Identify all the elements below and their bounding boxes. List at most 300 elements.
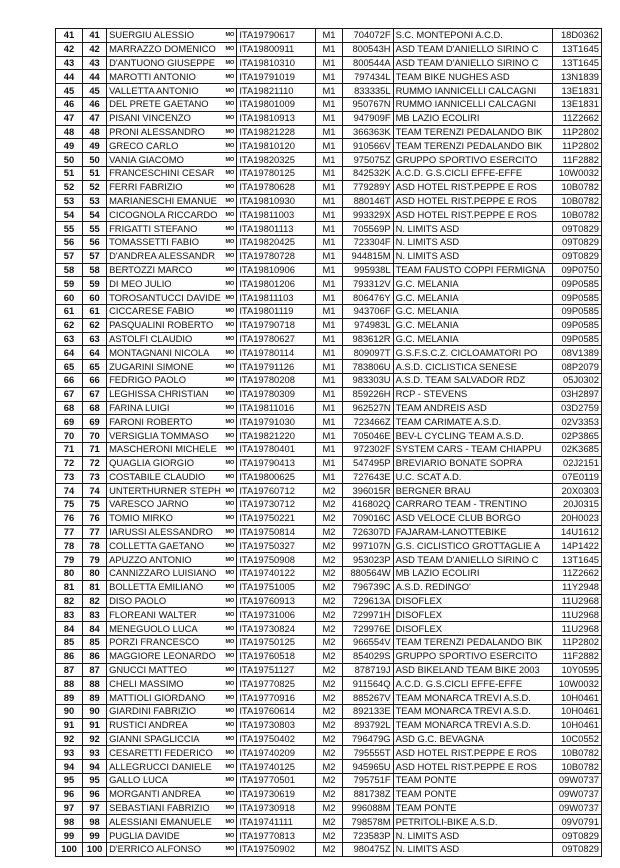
- bib-number-cell: 77: [83, 525, 107, 539]
- license-number-cell: 885267V: [342, 691, 393, 705]
- team-code-cell: 09P0585: [552, 332, 601, 346]
- bib-number-cell: 43: [83, 56, 107, 70]
- category-cell: M1: [316, 470, 342, 484]
- results-table-body: [56, 29, 602, 857]
- rider-name-cell: [107, 153, 237, 167]
- category-marker: MO: [225, 446, 235, 453]
- team-code-cell: 09W0737: [552, 774, 601, 788]
- rider-name-cell: [107, 511, 237, 525]
- bib-number-cell: 56: [83, 235, 107, 249]
- category-marker: MO: [225, 598, 235, 605]
- team-code-cell: 10W0032: [552, 677, 601, 691]
- rider-name-cell: [107, 42, 237, 56]
- category-marker: MO: [225, 805, 235, 812]
- position-cell: 54: [56, 208, 83, 222]
- uci-code-cell: ITA19780114: [237, 346, 316, 360]
- rider-name-text: PISANI VINCENZO: [109, 112, 191, 124]
- category-cell: M1: [316, 291, 342, 305]
- category-marker: MO: [225, 432, 235, 439]
- license-number-cell: 944815M: [342, 249, 393, 263]
- rider-name-cell: [107, 663, 237, 677]
- table-row: [56, 360, 602, 374]
- uci-code-cell: ITA19780401: [237, 442, 316, 456]
- license-number-cell: 705569P: [342, 222, 393, 236]
- rider-name-cell: [107, 470, 237, 484]
- rider-name-text: GIARDINI FABRIZIO: [109, 705, 197, 717]
- license-number-cell: 796479G: [342, 732, 393, 746]
- bib-number-cell: 82: [83, 594, 107, 608]
- team-name-cell: ASD TEAM D'ANIELLO SIRINO C: [393, 553, 552, 567]
- category-cell: M2: [316, 539, 342, 553]
- bib-number-cell: 80: [83, 567, 107, 581]
- bib-number-cell: 74: [83, 484, 107, 498]
- team-name-cell: ASD HOTEL RIST.PEPPE E ROS: [393, 746, 552, 760]
- table-row: [56, 291, 602, 305]
- license-number-cell: 783806U: [342, 360, 393, 374]
- category-marker: MO: [225, 391, 235, 398]
- team-name-cell: G.C. MELANIA: [393, 332, 552, 346]
- team-code-cell: 09P0585: [552, 277, 601, 291]
- bib-number-cell: 96: [83, 787, 107, 801]
- team-code-cell: 13T1645: [552, 56, 601, 70]
- rider-name-cell: [107, 843, 237, 857]
- rider-name-text: PUGLIA DAVIDE: [109, 829, 180, 841]
- bib-number-cell: 51: [83, 166, 107, 180]
- team-code-cell: 11Y2948: [552, 580, 601, 594]
- category-cell: M1: [316, 153, 342, 167]
- license-number-cell: 366363K: [342, 125, 393, 139]
- table-row: [56, 622, 602, 636]
- category-cell: M1: [316, 180, 342, 194]
- category-marker: MO: [225, 156, 235, 163]
- category-marker: MO: [225, 529, 235, 536]
- rider-name-cell: [107, 235, 237, 249]
- license-number-cell: 911564Q: [342, 677, 393, 691]
- category-marker: MO: [225, 322, 235, 329]
- team-code-cell: 10B0782: [552, 746, 601, 760]
- category-marker: MO: [225, 763, 235, 770]
- team-name-cell: G.C. MELANIA: [393, 291, 552, 305]
- rider-name-cell: [107, 746, 237, 760]
- rider-name-cell: [107, 318, 237, 332]
- team-name-cell: ASD HOTEL RIST.PEPPE E ROS: [393, 180, 552, 194]
- rider-name-cell: [107, 387, 237, 401]
- team-name-cell: ASD HOTEL RIST.PEPPE E ROS: [393, 760, 552, 774]
- rider-name-cell: [107, 222, 237, 236]
- team-name-cell: TEAM CARIMATE A.S.D.: [393, 415, 552, 429]
- team-name-cell: ASD HOTEL RIST.PEPPE E ROS: [393, 208, 552, 222]
- bib-number-cell: 85: [83, 636, 107, 650]
- team-code-cell: 11Z2662: [552, 567, 601, 581]
- license-number-cell: 947909F: [342, 111, 393, 125]
- position-cell: 60: [56, 291, 83, 305]
- position-cell: 80: [56, 567, 83, 581]
- uci-code-cell: ITA19800911: [237, 42, 316, 56]
- license-number-cell: 953023P: [342, 553, 393, 567]
- rider-name-cell: [107, 249, 237, 263]
- category-cell: M1: [316, 111, 342, 125]
- team-code-cell: 20J0315: [552, 498, 601, 512]
- table-row: [56, 277, 602, 291]
- team-code-cell: 09P0585: [552, 304, 601, 318]
- rider-name-cell: [107, 567, 237, 581]
- bib-number-cell: 83: [83, 608, 107, 622]
- rider-name-text: FLOREANI WALTER: [109, 608, 197, 620]
- team-code-cell: 02J2151: [552, 456, 601, 470]
- rider-name-text: PORZI FRANCESCO: [109, 636, 200, 648]
- category-cell: M1: [316, 125, 342, 139]
- license-number-cell: 983612R: [342, 332, 393, 346]
- rider-name-text: VARESCO JARNO: [109, 498, 189, 510]
- uci-code-cell: ITA19801206: [237, 277, 316, 291]
- uci-code-cell: ITA19750902: [237, 843, 316, 857]
- category-marker: MO: [225, 736, 235, 743]
- uci-code-cell: ITA19801009: [237, 97, 316, 111]
- team-code-cell: 13E1831: [552, 84, 601, 98]
- category-marker: MO: [225, 184, 235, 191]
- category-cell: M1: [316, 166, 342, 180]
- position-cell: 48: [56, 125, 83, 139]
- license-number-cell: 709016C: [342, 511, 393, 525]
- table-row: [56, 166, 602, 180]
- category-cell: M2: [316, 567, 342, 581]
- team-name-cell: TEAM TERENZI PEDALANDO BIK: [393, 139, 552, 153]
- rider-name-cell: [107, 29, 237, 43]
- uci-code-cell: ITA19780208: [237, 373, 316, 387]
- team-name-cell: TEAM ANDREIS ASD: [393, 401, 552, 415]
- license-number-cell: 842532K: [342, 166, 393, 180]
- license-number-cell: 705046E: [342, 429, 393, 443]
- table-row: [56, 470, 602, 484]
- bib-number-cell: 86: [83, 649, 107, 663]
- bib-number-cell: 94: [83, 760, 107, 774]
- license-number-cell: 800543H: [342, 42, 393, 56]
- uci-code-cell: ITA19770813: [237, 829, 316, 843]
- category-marker: MO: [225, 59, 235, 66]
- position-cell: 91: [56, 718, 83, 732]
- rider-name-text: FRIGATTI STEFANO: [109, 222, 198, 234]
- category-marker: MO: [225, 473, 235, 480]
- rider-name-cell: [107, 56, 237, 70]
- rider-name-cell: [107, 346, 237, 360]
- uci-code-cell: ITA19760712: [237, 484, 316, 498]
- rider-name-text: LEGHISSA CHRISTIAN: [109, 388, 209, 400]
- bib-number-cell: 66: [83, 373, 107, 387]
- team-code-cell: 07E0119: [552, 470, 601, 484]
- rider-name-cell: [107, 718, 237, 732]
- category-cell: M1: [316, 70, 342, 84]
- license-number-cell: 910566V: [342, 139, 393, 153]
- rider-name-text: MONTAGNANI NICOLA: [109, 346, 210, 358]
- license-number-cell: 950767N: [342, 97, 393, 111]
- team-code-cell: 11U2968: [552, 594, 601, 608]
- category-cell: M1: [316, 442, 342, 456]
- license-number-cell: 798578M: [342, 815, 393, 829]
- table-row: [56, 29, 602, 43]
- team-name-cell: N. LIMITS ASD: [393, 843, 552, 857]
- uci-code-cell: ITA19810906: [237, 263, 316, 277]
- team-name-cell: TEAM PONTE: [393, 801, 552, 815]
- team-code-cell: 11P2802: [552, 636, 601, 650]
- team-name-cell: ASD BIKELAND TEAM BIKE 2003: [393, 663, 552, 677]
- team-code-cell: 11Z2662: [552, 111, 601, 125]
- team-name-cell: PETRITOLI-BIKE A.S.D.: [393, 815, 552, 829]
- category-cell: M2: [316, 801, 342, 815]
- position-cell: 93: [56, 746, 83, 760]
- license-number-cell: 880564W: [342, 567, 393, 581]
- category-marker: MO: [225, 460, 235, 467]
- rider-name-cell: [107, 373, 237, 387]
- category-cell: M1: [316, 222, 342, 236]
- license-number-cell: 723583P: [342, 829, 393, 843]
- bib-number-cell: 92: [83, 732, 107, 746]
- team-name-cell: TEAM FAUSTO COPPI FERMIGNA: [393, 263, 552, 277]
- position-cell: 57: [56, 249, 83, 263]
- uci-code-cell: ITA19730918: [237, 801, 316, 815]
- position-cell: 66: [56, 373, 83, 387]
- license-number-cell: 962527N: [342, 401, 393, 415]
- category-marker: MO: [225, 225, 235, 232]
- bib-number-cell: 76: [83, 511, 107, 525]
- category-marker: MO: [225, 832, 235, 839]
- position-cell: 76: [56, 511, 83, 525]
- rider-name-text: QUAGLIA GIORGIO: [109, 457, 194, 469]
- position-cell: 51: [56, 166, 83, 180]
- table-row: [56, 511, 602, 525]
- category-cell: M1: [316, 401, 342, 415]
- table-row: [56, 70, 602, 84]
- rider-name-cell: [107, 263, 237, 277]
- table-row: [56, 608, 602, 622]
- rider-name-cell: [107, 415, 237, 429]
- team-name-cell: DISOFLEX: [393, 594, 552, 608]
- team-name-cell: G.C. MELANIA: [393, 277, 552, 291]
- license-number-cell: 729971H: [342, 608, 393, 622]
- category-cell: M2: [316, 843, 342, 857]
- position-cell: 92: [56, 732, 83, 746]
- category-cell: M1: [316, 318, 342, 332]
- team-name-cell: G.C. MELANIA: [393, 318, 552, 332]
- table-row: [56, 580, 602, 594]
- uci-code-cell: ITA19801113: [237, 222, 316, 236]
- category-cell: M1: [316, 235, 342, 249]
- team-name-cell: N. LIMITS ASD: [393, 249, 552, 263]
- license-number-cell: 727643E: [342, 470, 393, 484]
- table-row: [56, 139, 602, 153]
- rider-name-text: D'ERRICO ALFONSO: [109, 843, 201, 855]
- category-marker: MO: [225, 142, 235, 149]
- category-marker: MO: [225, 363, 235, 370]
- rider-name-cell: [107, 332, 237, 346]
- bib-number-cell: 65: [83, 360, 107, 374]
- team-code-cell: 09P0585: [552, 291, 601, 305]
- rider-name-cell: [107, 97, 237, 111]
- team-name-cell: DISOFLEX: [393, 608, 552, 622]
- team-name-cell: BERGNER BRAU: [393, 484, 552, 498]
- rider-name-cell: [107, 484, 237, 498]
- category-cell: M2: [316, 498, 342, 512]
- rider-name-cell: [107, 277, 237, 291]
- bib-number-cell: 41: [83, 29, 107, 43]
- position-cell: 61: [56, 304, 83, 318]
- rider-name-text: DEL PRETE GAETANO: [109, 98, 209, 110]
- category-cell: M1: [316, 263, 342, 277]
- bib-number-cell: 64: [83, 346, 107, 360]
- table-row: [56, 787, 602, 801]
- team-name-cell: TEAM MONARCA TREVI A.S.D.: [393, 705, 552, 719]
- position-cell: 72: [56, 456, 83, 470]
- table-row: [56, 208, 602, 222]
- team-code-cell: 08V1389: [552, 346, 601, 360]
- license-number-cell: 795555T: [342, 746, 393, 760]
- position-cell: 53: [56, 194, 83, 208]
- team-name-cell: ASD TEAM D'ANIELLO SIRINO C: [393, 42, 552, 56]
- uci-code-cell: ITA19760913: [237, 594, 316, 608]
- uci-code-cell: ITA19780309: [237, 387, 316, 401]
- bib-number-cell: 67: [83, 387, 107, 401]
- rider-name-cell: [107, 539, 237, 553]
- position-cell: 75: [56, 498, 83, 512]
- team-code-cell: 09T0829: [552, 843, 601, 857]
- rider-name-text: SEBASTIANI FABRIZIO: [109, 802, 210, 814]
- uci-code-cell: ITA19731006: [237, 608, 316, 622]
- rider-name-text: ASTOLFI CLAUDIO: [109, 332, 193, 344]
- bib-number-cell: 73: [83, 470, 107, 484]
- uci-code-cell: ITA19750327: [237, 539, 316, 553]
- category-marker: MO: [225, 418, 235, 425]
- table-row: [56, 705, 602, 719]
- category-cell: M1: [316, 249, 342, 263]
- table-row: [56, 746, 602, 760]
- team-code-cell: 11F2882: [552, 153, 601, 167]
- rider-name-cell: [107, 636, 237, 650]
- table-row: [56, 153, 602, 167]
- position-cell: 64: [56, 346, 83, 360]
- license-number-cell: 966554V: [342, 636, 393, 650]
- table-row: [56, 125, 602, 139]
- rider-name-cell: [107, 774, 237, 788]
- rider-name-text: FARONI ROBERTO: [109, 415, 193, 427]
- category-cell: M2: [316, 511, 342, 525]
- rider-name-text: VANIA GIACOMO: [109, 153, 184, 165]
- rider-name-cell: [107, 691, 237, 705]
- team-code-cell: 11P2802: [552, 125, 601, 139]
- uci-code-cell: ITA19791019: [237, 70, 316, 84]
- license-number-cell: 995938L: [342, 263, 393, 277]
- rider-name-text: UNTERTHURNER STEPH: [109, 484, 221, 496]
- position-cell: 44: [56, 70, 83, 84]
- category-marker: MO: [225, 487, 235, 494]
- rider-name-cell: [107, 139, 237, 153]
- category-marker: MO: [225, 791, 235, 798]
- rider-name-text: CICCARESE FABIO: [109, 305, 194, 317]
- team-name-cell: ASD TEAM D'ANIELLO SIRINO C: [393, 56, 552, 70]
- table-row: [56, 677, 602, 691]
- category-marker: MO: [225, 253, 235, 260]
- rider-name-cell: [107, 760, 237, 774]
- rider-name-text: MAROTTI ANTONIO: [109, 70, 196, 82]
- position-cell: 47: [56, 111, 83, 125]
- results-table: [55, 28, 602, 857]
- position-cell: 68: [56, 401, 83, 415]
- table-row: [56, 263, 602, 277]
- position-cell: 73: [56, 470, 83, 484]
- category-marker: MO: [225, 501, 235, 508]
- table-row: [56, 456, 602, 470]
- bib-number-cell: 57: [83, 249, 107, 263]
- category-marker: MO: [225, 515, 235, 522]
- team-code-cell: 13E1831: [552, 97, 601, 111]
- uci-code-cell: ITA19780628: [237, 180, 316, 194]
- table-row: [56, 649, 602, 663]
- team-name-cell: DISOFLEX: [393, 622, 552, 636]
- rider-name-text: COSTABILE CLAUDIO: [109, 470, 206, 482]
- position-cell: 63: [56, 332, 83, 346]
- position-cell: 100: [56, 843, 83, 857]
- category-cell: M2: [316, 525, 342, 539]
- table-row: [56, 332, 602, 346]
- rider-name-text: GNUCCI MATTEO: [109, 664, 188, 676]
- bib-number-cell: 93: [83, 746, 107, 760]
- bib-number-cell: 50: [83, 153, 107, 167]
- team-code-cell: 10B0782: [552, 208, 601, 222]
- team-name-cell: N. LIMITS ASD: [393, 829, 552, 843]
- category-marker: MO: [225, 239, 235, 246]
- uci-code-cell: ITA19750402: [237, 732, 316, 746]
- rider-name-cell: [107, 829, 237, 843]
- team-code-cell: 03H2897: [552, 387, 601, 401]
- rider-name-cell: [107, 208, 237, 222]
- rider-name-cell: [107, 442, 237, 456]
- license-number-cell: 880146T: [342, 194, 393, 208]
- table-row: [56, 815, 602, 829]
- license-number-cell: 726307D: [342, 525, 393, 539]
- team-name-cell: A.S.D. REDINGO': [393, 580, 552, 594]
- license-number-cell: 809097T: [342, 346, 393, 360]
- uci-code-cell: ITA19791126: [237, 360, 316, 374]
- rider-name-text: VERSIGLIA TOMMASO: [109, 429, 209, 441]
- rider-name-text: FARINA LUIGI: [109, 401, 170, 413]
- team-name-cell: A.C.D. G.S.CICLI EFFE-EFFE: [393, 677, 552, 691]
- position-cell: 55: [56, 222, 83, 236]
- bib-number-cell: 99: [83, 829, 107, 843]
- position-cell: 43: [56, 56, 83, 70]
- team-code-cell: 09T0829: [552, 235, 601, 249]
- position-cell: 65: [56, 360, 83, 374]
- uci-code-cell: ITA19810120: [237, 139, 316, 153]
- rider-name-cell: [107, 166, 237, 180]
- team-code-cell: 03D2759: [552, 401, 601, 415]
- team-code-cell: 10B0782: [552, 760, 601, 774]
- position-cell: 52: [56, 180, 83, 194]
- position-cell: 94: [56, 760, 83, 774]
- rider-name-cell: [107, 732, 237, 746]
- rider-name-cell: [107, 304, 237, 318]
- bib-number-cell: 100: [83, 843, 107, 857]
- category-marker: MO: [225, 266, 235, 273]
- category-cell: M2: [316, 663, 342, 677]
- uci-code-cell: ITA19770501: [237, 774, 316, 788]
- bib-number-cell: 89: [83, 691, 107, 705]
- rider-name-cell: [107, 429, 237, 443]
- category-marker: MO: [225, 611, 235, 618]
- position-cell: 67: [56, 387, 83, 401]
- uci-code-cell: ITA19801119: [237, 304, 316, 318]
- table-row: [56, 498, 602, 512]
- table-row: [56, 774, 602, 788]
- team-name-cell: S.C. MONTEPONI A.C.D.: [393, 29, 552, 43]
- team-name-cell: CARRARO TEAM - TRENTINO: [393, 498, 552, 512]
